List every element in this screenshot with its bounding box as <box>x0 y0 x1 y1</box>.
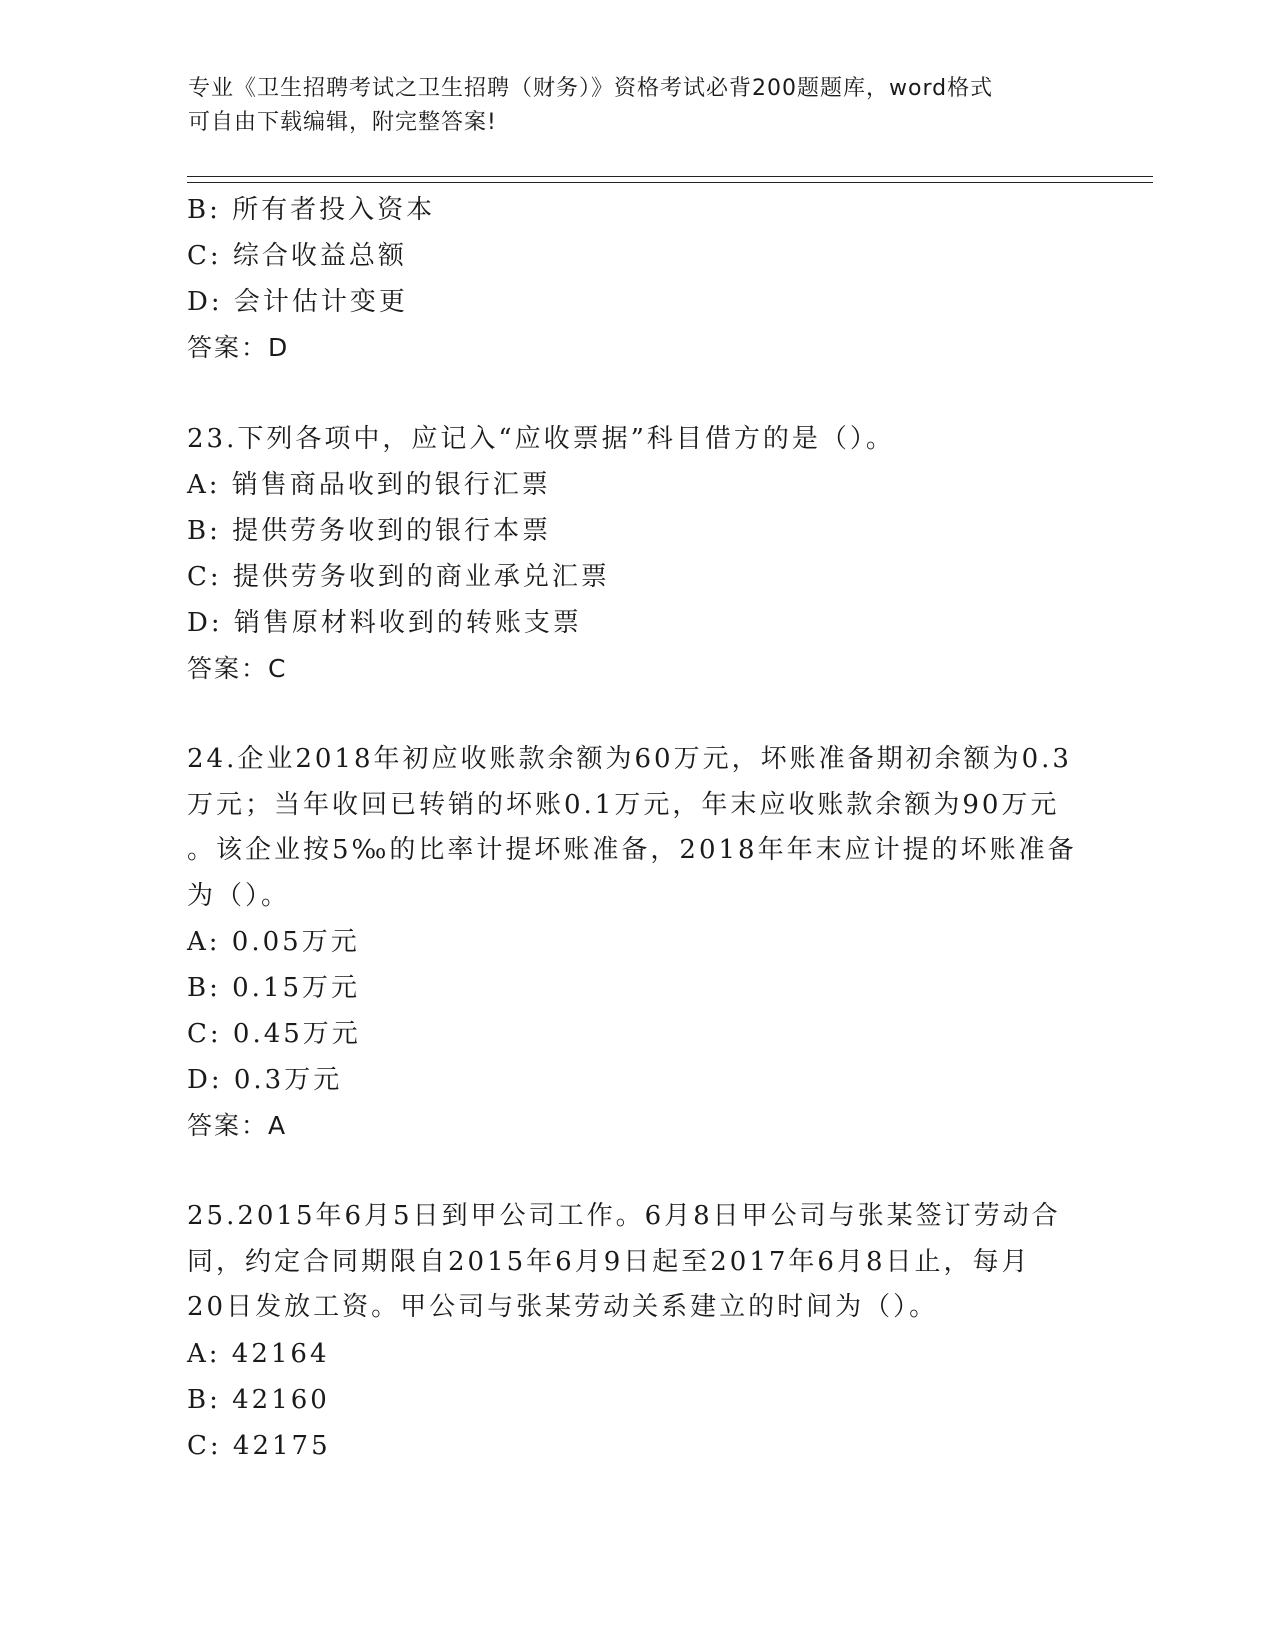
question-stem-line: 24.企业2018年初应收账款余额为60万元，坏账准备期初余额为0.3 <box>187 744 1072 774</box>
header-divider-top <box>187 176 1153 177</box>
option-c: C: 综合收益总额 <box>187 241 407 271</box>
question-25 <box>187 1194 1087 1469</box>
option-b: B: 0.15万元 <box>187 973 361 1003</box>
option-c: C: 42175 <box>187 1430 331 1461</box>
option-d: D: 会计估计变更 <box>187 287 408 317</box>
question-stem-line: 。该企业按5‰的比率计提坏账准备，2018年年末应计提的坏账准备 <box>187 835 1077 865</box>
question-stem-line: 万元；当年收回已转销的坏账0.1万元，年末应收账款余额为90万元 <box>187 789 1060 820</box>
question-stem-line: 20日发放工资。甲公司与张某劳动关系建立的时间为（）。 <box>187 1292 939 1322</box>
option-a: A: 0.05万元 <box>187 927 360 957</box>
option-b: B: 42160 <box>187 1384 330 1415</box>
header-divider-bottom <box>187 182 1153 183</box>
question-stem-line: 同，约定合同期限自2015年6月9日起至2017年6月8日止，每月 <box>187 1246 1031 1277</box>
question-stem-line: 25.2015年6月5日到甲公司工作。6月8日甲公司与张某签订劳动合 <box>187 1201 1061 1231</box>
option-a: A: 42164 <box>187 1338 330 1369</box>
question-list <box>187 187 1087 1469</box>
answer-label: 答案：C <box>187 654 288 683</box>
header-title-line-2: 可自由下载编辑，附完整答案! <box>188 110 497 135</box>
question-24 <box>187 737 1087 1149</box>
option-b: B: 所有者投入资本 <box>187 195 436 225</box>
question-stem: 23.下列各项中，应记入“应收票据”科目借方的是（）。 <box>187 424 895 454</box>
option-c: C: 0.45万元 <box>187 1019 361 1049</box>
option-c: C: 提供劳务收到的商业承兑汇票 <box>187 562 610 592</box>
option-a: A: 销售商品收到的银行汇票 <box>187 470 551 500</box>
document-header <box>188 72 1068 140</box>
header-title-line-1: 专业《卫生招聘考试之卫生招聘（财务）》资格考试必背200题题库，word格式 <box>188 76 994 101</box>
question-22 <box>187 187 1087 371</box>
answer-label: 答案：A <box>187 1111 288 1140</box>
option-d: D: 销售原材料收到的转账支票 <box>187 608 582 638</box>
question-23 <box>187 416 1087 692</box>
question-stem-line: 为（）。 <box>187 880 291 911</box>
answer-label: 答案：D <box>187 333 290 362</box>
option-d: D: 0.3万元 <box>187 1065 343 1095</box>
option-b: B: 提供劳务收到的银行本票 <box>187 516 552 546</box>
